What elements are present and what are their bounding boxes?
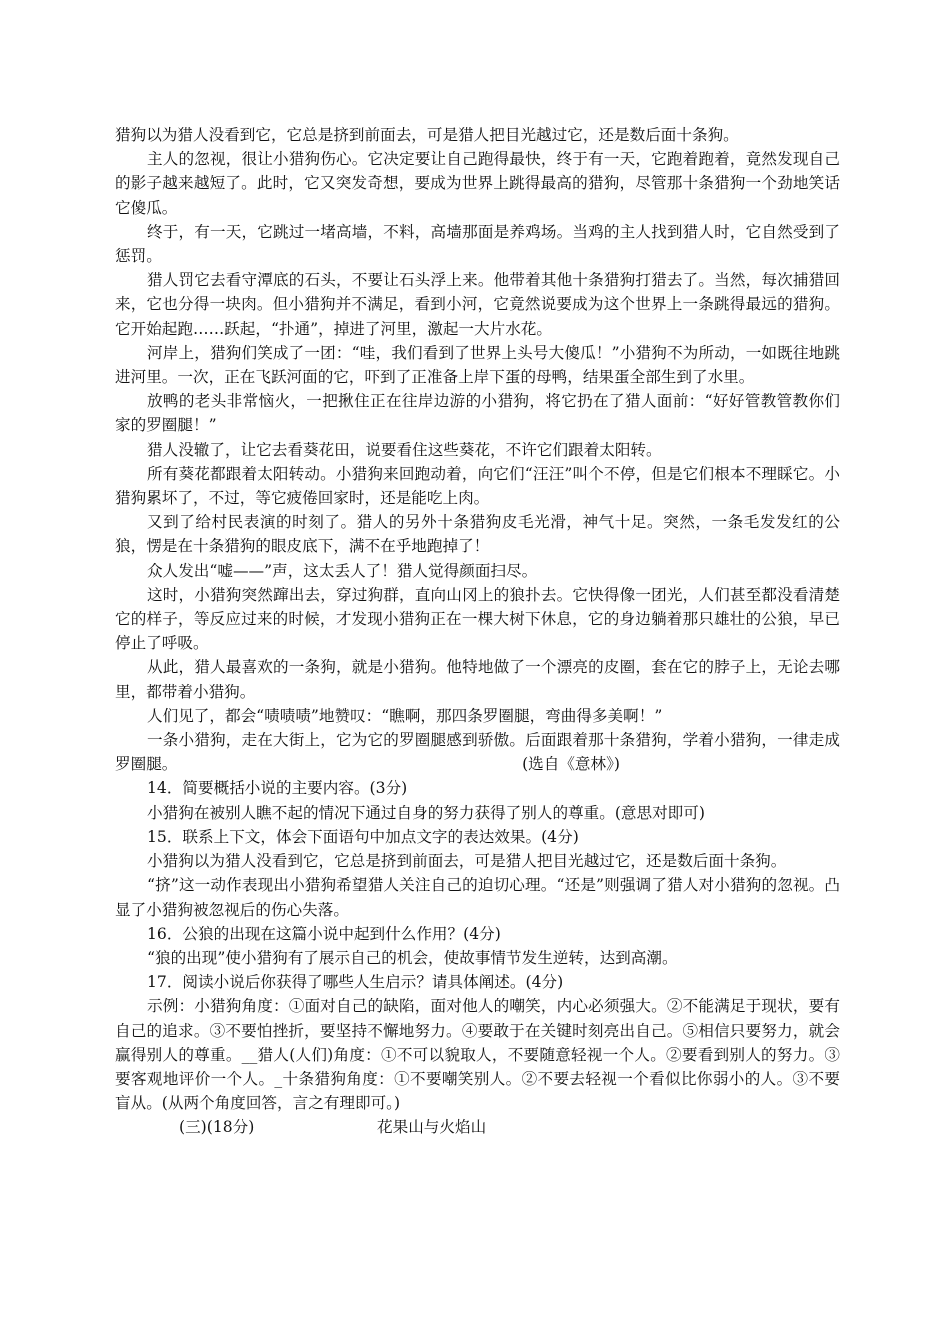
- answer-16: “狼的出现”使小猎狗有了展示自己的机会，使故事情节发生逆转，达到高潮。: [147, 948, 678, 967]
- story-paragraph: 河岸上，猎狗们笑成了一团：“哇，我们看到了世界上头号大傻瓜！”小猎狗不为所动，一如既往地跳进河里。一次，正在飞跃河面的它，吓到了正准备上岸下蛋的母鸭，结果蛋全部生到了水里。: [115, 343, 840, 387]
- answer-14: 小猎狗在被别人瞧不起的情况下通过自身的努力获得了别人的尊重。(意思对即可): [147, 803, 705, 822]
- answer-17: 示例：小猎狗角度：①面对自己的缺陷，面对他人的嘲笑，内心必须强大。②不能满足于现状，要有自己的追求。③不要怕挫折，要坚持不懈地努力。④要敢于在关键时刻亮出自己。⑤相信只要努力，就会赢得别人的尊重。__猎人(人们)角度：①不可以貌取人，不要随意轻视一个人。②要看到别人的努力。③要客观地评价一个人。_十条猎狗角度：①不要嘲笑别人。②不要去轻视一个看似比你弱小的人。③不要盲从。(从两个角度回答，言之有理即可。): [115, 997, 840, 1113]
- story-paragraph: 猎人罚它去看守潭底的石头，不要让石头浮上来。他带着其他十条猎狗打猎去了。当然，每次捕猎回来，它也分得一块肉。但小猎狗并不满足，看到小河，它竟然说要成为这个世界上一条跳得最远的猎狗。它开始起跑……跃起，“扑通”，掉进了河里，激起一大片水花。: [115, 271, 840, 338]
- story-paragraph: 人们见了，都会“啧啧啧”地赞叹：“瞧啊，那四条罗圈腿，弯曲得多美啊！”: [147, 706, 663, 725]
- story-paragraph: 放鸭的老头非常恼火，一把揪住正在往岸边游的小猎狗，将它扔在了猎人面前：“好好管教管教你们家的罗圈腿！”: [115, 392, 840, 435]
- document-body: [115, 123, 840, 1140]
- source-citation: (选自《意林》): [522, 755, 620, 774]
- story-paragraph: 众人发出“嘘——”声，这太丢人了！猎人觉得颜面扫尽。: [147, 561, 538, 580]
- story-paragraph: 又到了给村民表演的时刻了。猎人的另外十条猎狗皮毛光滑，神气十足。突然，一条毛发发红的公狼，愣是在十条猎狗的眼皮底下，满不在乎地跑掉了！: [115, 513, 840, 556]
- section-title: 花果山与火焰山: [377, 1118, 487, 1137]
- section-label: (三)(18分): [179, 1118, 255, 1137]
- story-paragraph: 猎人没辙了，让它去看葵花田，说要看住这些葵花，不许它们跟着太阳转。: [147, 440, 662, 459]
- story-paragraph: 主人的忽视，很让小猎狗伤心。它决定要让自己跑得最快，终于有一天，它跑着跑着，竟然发现自己的影子越来越短了。此时，它又突发奇想，要成为世界上跳得最高的猎狗，尽管那十条猎狗一个劲地笑话它傻瓜。: [115, 150, 840, 217]
- story-paragraph-text: 一条小猎狗，走在大街上，它为它的罗圈腿感到骄傲。后面跟着那十条猎狗，学着小猎狗，一律走成罗圈腿。: [115, 731, 840, 774]
- story-paragraph: 终于，有一天，它跳过一堵高墙，不料，高墙那面是养鸡场。当鸡的主人找到猎人时，它自然受到了惩罚。: [115, 222, 840, 266]
- question-16: 16．公狼的出现在这篇小说中起到什么作用？(4分): [147, 924, 501, 943]
- question-14: 14．简要概括小说的主要内容。(3分): [147, 779, 408, 798]
- section-heading: [115, 1115, 840, 1139]
- question-15: 15．联系上下文，体会下面语句中加点文字的表达效果。(4分): [147, 827, 579, 846]
- story-paragraph: 从此，猎人最喜欢的一条狗，就是小猎狗。他特地做了一个漂亮的皮圈，套在它的脖子上，无论去哪里，都带着小猎狗。: [115, 658, 840, 701]
- question-17: 17．阅读小说后你获得了哪些人生启示？请具体阐述。(4分): [147, 973, 564, 992]
- answer-15: “挤”这一动作表现出小猎狗希望猎人关注自己的迫切心理。“还是”则强调了猎人对小猎狗的忽视。凸显了小猎狗被忽视后的伤心失落。: [115, 876, 840, 919]
- story-last-paragraph: [115, 728, 840, 776]
- story-paragraph: 所有葵花都跟着太阳转动。小猎狗来回跑动着，向它们“汪汪”叫个不停，但是它们根本不理睬它。小猎狗累坏了，不过，等它疲倦回家时，还是能吃上肉。: [115, 464, 840, 508]
- story-paragraph: 这时，小猎狗突然蹿出去，穿过狗群，直向山冈上的狼扑去。它快得像一团光，人们甚至都没看清楚它的样子，等反应过来的时候，才发现小猎狗正在一棵大树下休息，它的身边躺着那只雄壮的公狼，早已停止了呼吸。: [115, 585, 840, 653]
- question-15-quote: 小猎狗以为猎人没看到它，它总是挤到前面去，可是猎人把目光越过它，还是数后面十条狗。: [147, 852, 787, 871]
- story-paragraph: 猎狗以为猎人没看到它，它总是挤到前面去，可是猎人把目光越过它，还是数后面十条狗。: [115, 126, 739, 144]
